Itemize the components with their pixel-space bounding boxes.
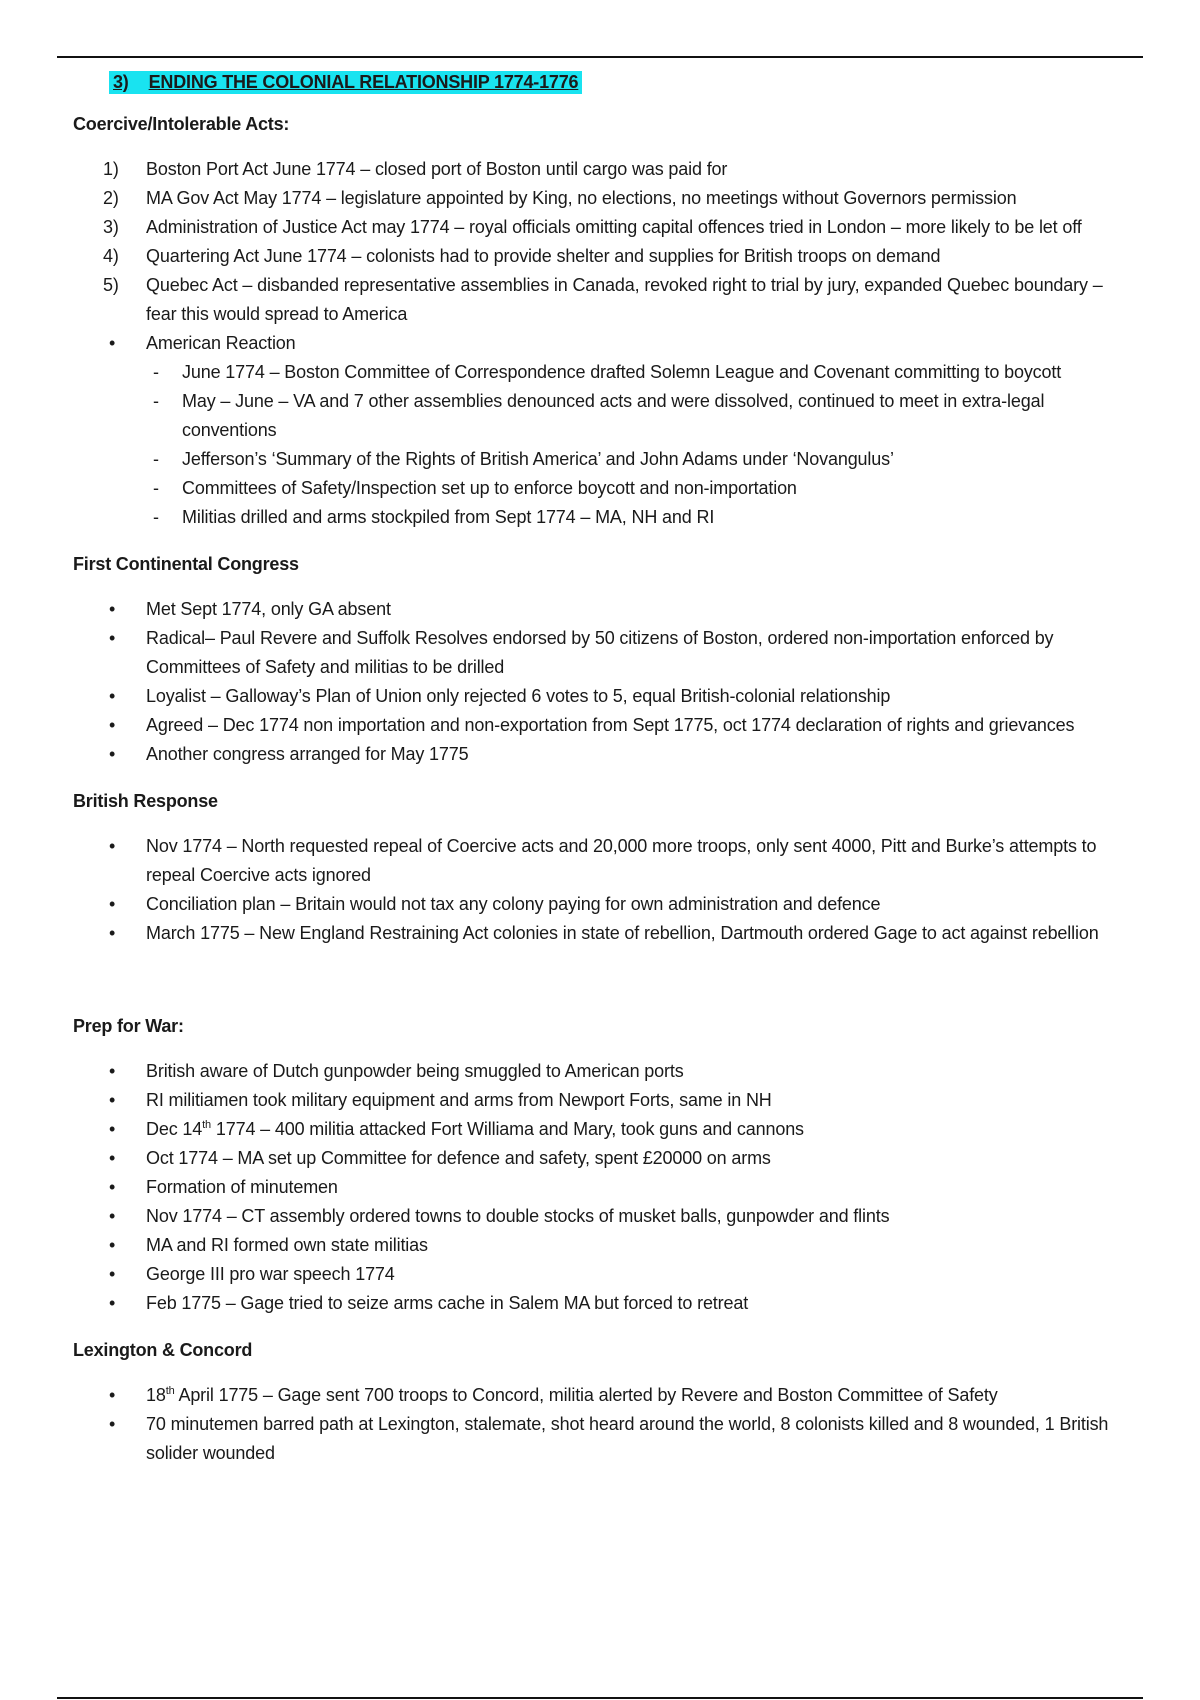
list-item-text: MA and RI formed own state militias — [146, 1235, 428, 1255]
list-item — [73, 1086, 1133, 1115]
bullet-icon: • — [109, 1061, 116, 1081]
list-item-text: Dec 14 — [146, 1119, 203, 1139]
list-item-text: RI militiamen took military equipment and arms from Newport Forts, same in NH — [146, 1090, 772, 1110]
list-item-text: Feb 1775 – Gage tried to seize arms cache in Salem MA but forced to retreat — [146, 1293, 749, 1313]
list-item — [73, 832, 1133, 890]
list-item — [73, 1057, 1133, 1086]
list-number: 5) — [103, 275, 119, 295]
list-item — [73, 682, 1133, 711]
list-item-text: Formation of minutemen — [146, 1177, 338, 1197]
bullet-icon: • — [109, 1148, 116, 1168]
list-item — [73, 1231, 1133, 1260]
sub-list-item — [73, 474, 1133, 503]
bullet-icon: • — [109, 1235, 116, 1255]
title-text: ENDING THE COLONIAL RELATIONSHIP 1774-1776 — [148, 72, 579, 92]
list-number: 3) — [103, 217, 119, 237]
document-page — [73, 71, 1133, 1490]
list-item — [73, 1381, 1133, 1410]
section-heading: First Continental Congress — [73, 554, 299, 574]
bullet-list — [73, 1057, 1133, 1318]
sub-list-item — [73, 503, 1133, 532]
list-item — [73, 242, 1133, 271]
list-item-text: Agreed – Dec 1774 non importation and non-exportation from Sept 1775, oct 1774 declaration of rights and grievances — [146, 715, 1075, 735]
list-number: 2) — [103, 188, 119, 208]
list-item-text: March 1775 – New England Restraining Act colonies in state of rebellion, Dartmouth ordered Gage to act against rebellion — [146, 923, 1099, 943]
title-number: 3) — [113, 72, 129, 92]
superscript: th — [202, 1119, 212, 1131]
list-item-text: Oct 1774 – MA set up Committee for defence and safety, spent £20000 on arms — [146, 1148, 771, 1168]
bullet-icon: • — [109, 1177, 116, 1197]
list-number: 1) — [103, 159, 119, 179]
bullet-icon: • — [109, 894, 116, 914]
list-item — [73, 155, 1133, 184]
document-title — [73, 71, 1133, 94]
sub-list-item — [73, 445, 1133, 474]
sub-list-item — [73, 358, 1133, 387]
list-item-text: MA Gov Act May 1774 – legislature appointed by King, no elections, no meetings without Governors permission — [146, 188, 1017, 208]
bullet-icon: • — [109, 686, 116, 706]
list-number: 4) — [103, 246, 119, 266]
list-item-text: American Reaction — [146, 333, 296, 353]
list-item-text: Another congress arranged for May 1775 — [146, 744, 469, 764]
sub-list — [146, 358, 1133, 532]
list-item-text: Met Sept 1774, only GA absent — [146, 599, 391, 619]
bullet-icon: • — [109, 599, 116, 619]
list-item — [73, 1260, 1133, 1289]
list-item — [73, 271, 1133, 329]
sub-item-text: Militias drilled and arms stockpiled from Sept 1774 – MA, NH and RI — [182, 507, 715, 527]
list-item-text: Nov 1774 – CT assembly ordered towns to double stocks of musket balls, gunpowder and flints — [146, 1206, 890, 1226]
header-rule — [57, 56, 1143, 58]
list-item-text: Quartering Act June 1774 – colonists had to provide shelter and supplies for British troops on demand — [146, 246, 941, 266]
bullet-icon: • — [109, 1264, 116, 1284]
list-item — [73, 184, 1133, 213]
sub-list-item — [73, 387, 1133, 445]
sub-item-text: Committees of Safety/Inspection set up to enforce boycott and non-importation — [182, 478, 797, 498]
list-item — [73, 624, 1133, 682]
list-item — [73, 711, 1133, 740]
list-item-text: Conciliation plan – Britain would not tax any colony paying for own administration and defence — [146, 894, 881, 914]
bullet-list — [73, 595, 1133, 769]
list-item-text: Loyalist – Galloway’s Plan of Union only rejected 6 votes to 5, equal British-colonial relationship — [146, 686, 891, 706]
bullet-icon: • — [109, 923, 116, 943]
list-item — [73, 890, 1133, 919]
list-item — [73, 595, 1133, 624]
list-item-text: Boston Port Act June 1774 – closed port of Boston until cargo was paid for — [146, 159, 728, 179]
list-item-text: Quebec Act – disbanded representative assemblies in Canada, revoked right to trial by jury, expanded Quebec boundary – fear this would spread to America — [146, 275, 1103, 324]
bullet-icon: • — [109, 1293, 116, 1313]
blank-space — [73, 970, 1133, 1016]
list-item — [73, 1115, 1133, 1144]
dash-icon: - — [153, 449, 159, 469]
dash-icon: - — [153, 362, 159, 382]
list-item-text: 18 — [146, 1385, 166, 1405]
dash-icon: - — [153, 478, 159, 498]
sub-item-text: May – June – VA and 7 other assemblies denounced acts and were dissolved, continued to meet in extra-legal conventions — [182, 391, 1045, 440]
bullet-list — [73, 832, 1133, 948]
bullet-icon: • — [109, 1414, 116, 1434]
bullet-icon: • — [109, 1090, 116, 1110]
bullet-icon: • — [109, 836, 116, 856]
list-item — [73, 213, 1133, 242]
numbered-list — [73, 155, 1133, 532]
list-item — [73, 919, 1133, 948]
sub-item-text: June 1774 – Boston Committee of Correspondence drafted Solemn League and Covenant committing to boycott — [182, 362, 1062, 382]
list-item — [73, 1410, 1133, 1468]
bullet-icon: • — [109, 333, 116, 353]
list-item-text: Radical– Paul Revere and Suffolk Resolves endorsed by 50 citizens of Boston, ordered non-importation enforced by Committees of Safety and militias to be drilled — [146, 628, 1054, 677]
section-heading: British Response — [73, 791, 218, 811]
bullet-icon: • — [109, 1206, 116, 1226]
list-item-text: 1774 – 400 militia attacked Fort Williama and Mary, took guns and cannons — [211, 1119, 804, 1139]
list-item-text: George III pro war speech 1774 — [146, 1264, 395, 1284]
footer-rule — [57, 1697, 1143, 1699]
bullet-icon: • — [109, 744, 116, 764]
list-item — [73, 1202, 1133, 1231]
sub-item-text: Jefferson’s ‘Summary of the Rights of British America’ and John Adams under ‘Novangulus’ — [182, 449, 894, 469]
list-item — [73, 1144, 1133, 1173]
bullet-icon: • — [109, 628, 116, 648]
list-item-text: British aware of Dutch gunpowder being smuggled to American ports — [146, 1061, 684, 1081]
list-item — [73, 329, 1133, 532]
dash-icon: - — [153, 391, 159, 411]
list-item — [73, 1289, 1133, 1318]
bullet-icon: • — [109, 1119, 116, 1139]
bullet-icon: • — [109, 715, 116, 735]
list-item-text: April 1775 – Gage sent 700 troops to Concord, militia alerted by Revere and Boston Committee of Safety — [174, 1385, 998, 1405]
section-heading: Prep for War: — [73, 1016, 184, 1036]
list-item-text: 70 minutemen barred path at Lexington, stalemate, shot heard around the world, 8 colonists killed and 8 wounded, 1 British solider wounded — [146, 1414, 1109, 1463]
bullet-list — [73, 1381, 1133, 1468]
list-item-text: Administration of Justice Act may 1774 – royal officials omitting capital offences tried in London – more likely to be let off — [146, 217, 1082, 237]
list-item-text: Nov 1774 – North requested repeal of Coercive acts and 20,000 more troops, only sent 4000, Pitt and Burke’s attempts to repeal Coercive acts ignored — [146, 836, 1097, 885]
bullet-icon: • — [109, 1385, 116, 1405]
dash-icon: - — [153, 507, 159, 527]
section-heading: Coercive/Intolerable Acts: — [73, 114, 290, 134]
section-heading: Lexington & Concord — [73, 1340, 253, 1360]
list-item — [73, 740, 1133, 769]
list-item — [73, 1173, 1133, 1202]
superscript: th — [165, 1385, 175, 1397]
highlighted-title — [109, 71, 582, 94]
